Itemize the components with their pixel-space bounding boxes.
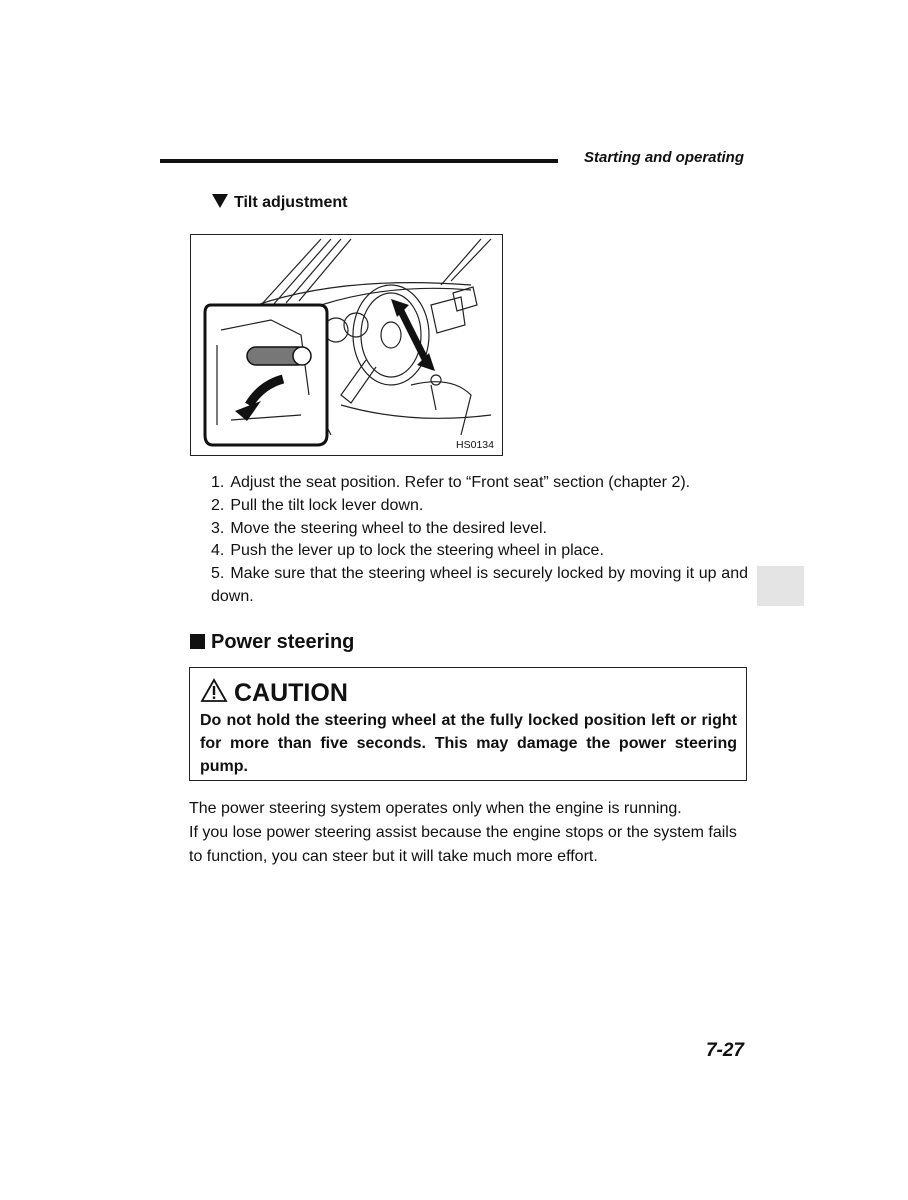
caution-label: CAUTION — [234, 679, 348, 707]
subsection-title: Tilt adjustment — [234, 194, 348, 211]
section-heading — [190, 631, 354, 654]
square-bullet-icon — [190, 634, 205, 649]
body-text — [189, 797, 749, 869]
paragraph: If you lose power steering assist because the engine stops or the system fails to function, you can steer but it will take much more effort. — [189, 824, 737, 865]
chapter-tab-marker — [757, 566, 804, 606]
caution-heading — [200, 678, 348, 708]
warning-triangle-icon — [200, 678, 228, 703]
dashboard-drawing — [191, 235, 502, 455]
section-title: Power steering — [211, 631, 355, 653]
header-title: Starting and operating — [583, 149, 744, 166]
list-item: 1. Adjust the seat position. Refer to “Front seat” section (chapter 2). — [211, 474, 691, 491]
list-item: 5. Make sure that the steering wheel is securely locked by moving it up and down. — [211, 565, 748, 605]
page-number: 7-27 — [705, 1040, 744, 1061]
list-item: 2. Pull the tilt lock lever down. — [211, 496, 424, 514]
list-item: 4. Push the lever up to lock the steering wheel in place. — [211, 542, 604, 560]
header-rule — [160, 159, 558, 163]
triangle-bullet-icon — [212, 194, 228, 208]
steps-list — [211, 472, 748, 609]
subsection-heading — [212, 194, 348, 212]
caution-box — [189, 667, 747, 781]
figure-code: HS0134 — [456, 439, 494, 451]
caution-text: Do not hold the steering wheel at the fully locked position left or right for more than five seconds. This may damage the power steering pump. — [200, 712, 737, 775]
list-item: 3. Move the steering wheel to the desired level. — [211, 519, 547, 537]
paragraph: The power steering system operates only when the engine is running. — [189, 800, 682, 817]
steering-tilt-illustration — [190, 234, 503, 456]
